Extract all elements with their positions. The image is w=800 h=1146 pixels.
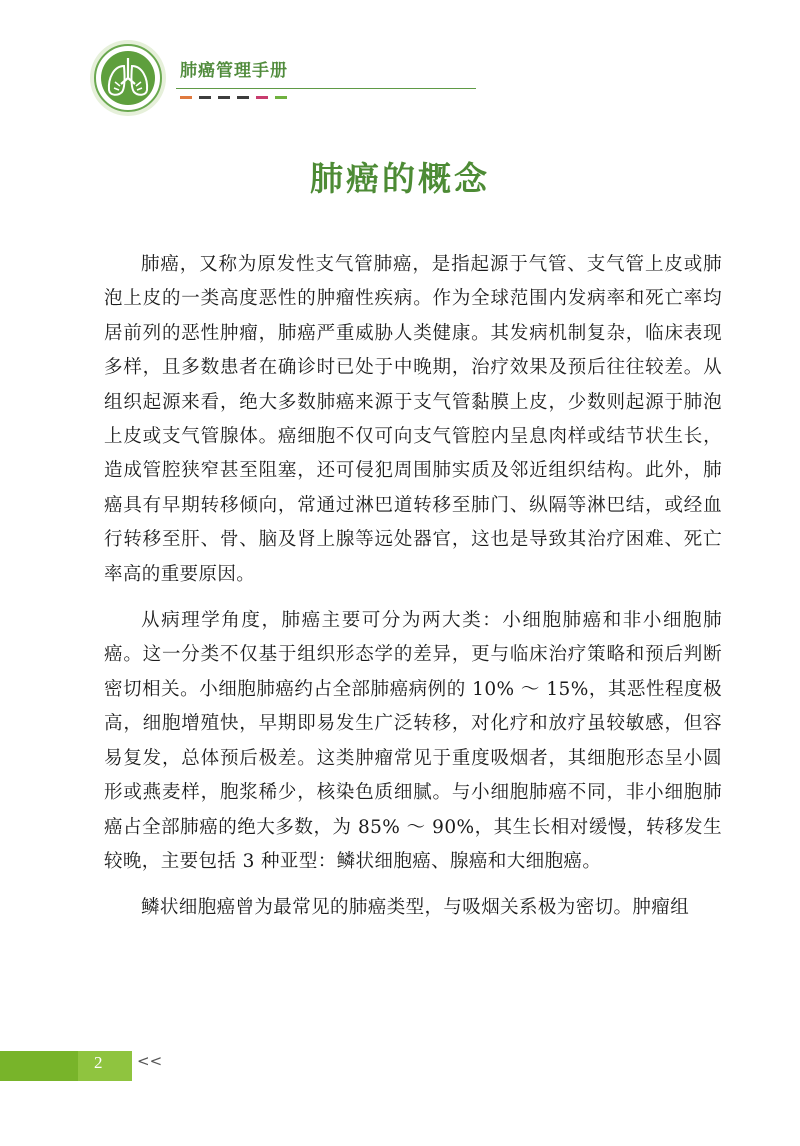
header-dash [237,96,249,99]
footer-bar-accent [0,1051,78,1081]
footer-arrows-icon: << [137,1052,163,1070]
book-title: 肺癌管理手册 [180,61,288,81]
header-dash [199,96,211,99]
page-number: 2 [94,1053,103,1072]
header-dashes [180,96,287,100]
header-rule [176,88,476,89]
header-dash [218,96,230,99]
page-title: 肺癌的概念 [310,159,490,198]
lungs-icon [88,38,168,118]
header-dash [275,96,287,99]
paragraph: 从病理学角度，肺癌主要可分为两大类：小细胞肺癌和非小细胞肺癌。这一分类不仅基于组织形态学的差异，更与临床治疗策略和预后判断密切相关。小细胞肺癌约占全部肺癌病例的 10% ～ 15%，其恶性程度极高，细胞增殖快，早期即易发生广泛转移，对化疗和放疗虽较敏感，但容易复发，总体预后极差。这类肿瘤常见于重度吸烟者，其细胞形态呈小圆形或燕麦样，胞浆稀少，核染色质细腻。与小细胞肺癌不同，非小细胞肺癌占全部肺癌的绝大多数，为 85% ～ 90%，其生长相对缓慢，转移发生较晚，主要包括 3 种亚型：鳞状细胞癌、腺癌和大细胞癌。 [104,610,722,872]
body-text [104,248,722,938]
paragraph: 肺癌，又称为原发性支气管肺癌，是指起源于气管、支气管上皮或肺泡上皮的一类高度恶性的肿瘤性疾病。作为全球范围内发病率和死亡率均居前列的恶性肿瘤，肺癌严重威胁人类健康。其发病机制复杂，临床表现多样，且多数患者在确诊时已处于中晚期，治疗效果及预后往往较差。从组织起源来看，绝大多数肺癌来源于支气管黏膜上皮，少数则起源于肺泡上皮或支气管腺体。癌细胞不仅可向支气管腔内呈息肉样或结节状生长，造成管腔狭窄甚至阻塞，还可侵犯周围肺实质及邻近组织结构。此外，肺癌具有早期转移倾向，常通过淋巴道转移至肺门、纵隔等淋巴结，或经血行转移至肝、骨、脑及肾上腺等远处器官，这也是导致其治疗困难、死亡率高的重要原因。 [104,254,722,585]
header-dash [180,96,192,99]
running-header [88,38,388,118]
header-dash [256,96,268,99]
paragraph: 鳞状细胞癌曾为最常见的肺癌类型，与吸烟关系极为密切。肿瘤组 [141,897,690,919]
